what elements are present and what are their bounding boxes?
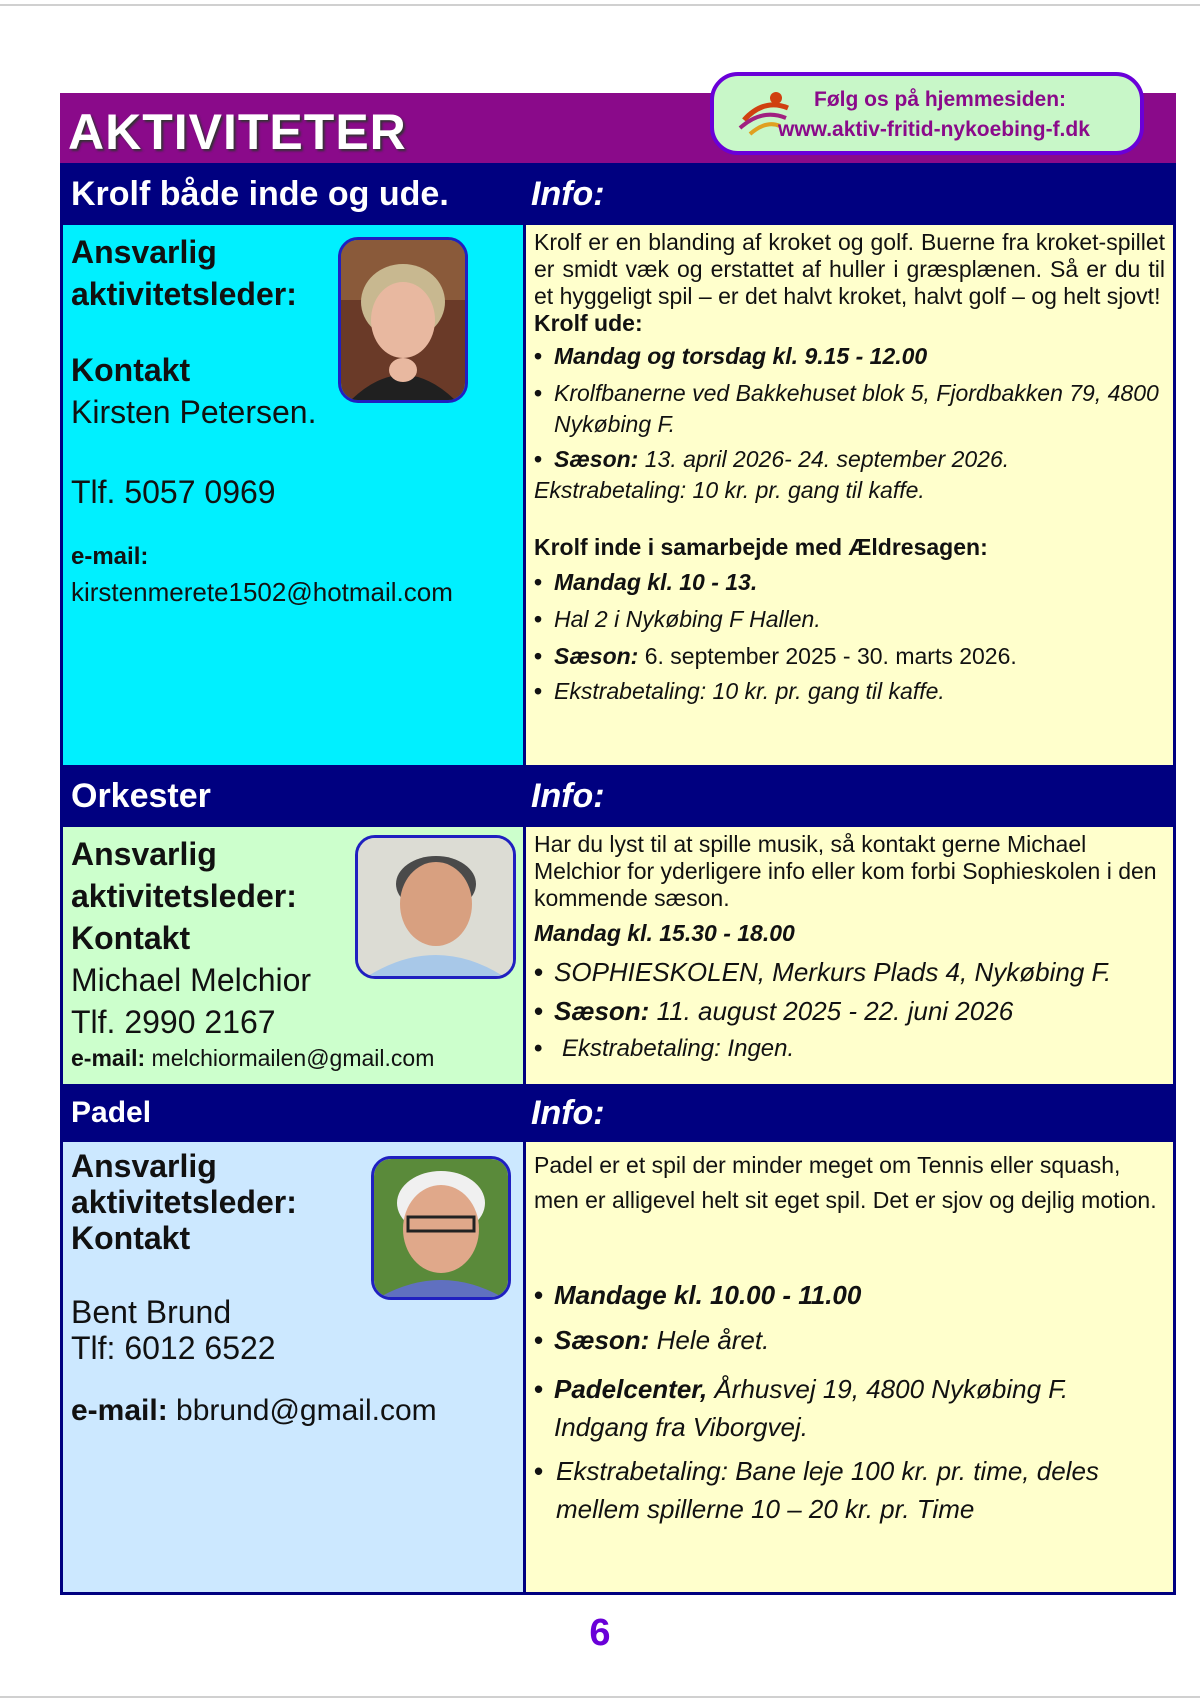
list-item: • Mandag og torsdag kl. 9.15 - 12.00 <box>534 343 928 369</box>
email-label: e-mail: <box>71 1045 146 1071</box>
contact-label: Kontakt <box>71 352 191 388</box>
section-title: Padel <box>71 1096 152 1129</box>
contact-email[interactable]: bbrund@gmail.com <box>176 1394 437 1427</box>
info-heading: Info: <box>531 1093 605 1132</box>
activities-page <box>60 88 1176 1595</box>
outdoor-heading: Krolf ude: <box>534 310 643 336</box>
list-item: • Ekstrabetaling: Ingen. <box>534 1035 795 1062</box>
info-panel <box>523 827 1173 1084</box>
portrait-icon <box>358 838 513 976</box>
contact-phone: Tlf: 6012 6522 <box>71 1330 276 1366</box>
section-title: Krolf både inde og ude. <box>71 174 449 213</box>
follow-us-text: Følg os på hjemmesiden: <box>814 88 1067 111</box>
activities-table <box>60 163 1176 1595</box>
list-item: • Sæson: 11. august 2025 - 22. juni 2026 <box>534 996 1014 1026</box>
contact-panel <box>63 225 523 765</box>
info-panel <box>523 1142 1173 1592</box>
contact-email[interactable]: kirstenmerete1502@hotmail.com <box>71 577 453 607</box>
title-banner <box>60 88 1176 163</box>
page-bottom-border <box>0 1696 1200 1698</box>
leader-label: Ansvarlig aktivitetsleder: <box>71 234 297 312</box>
section-title: Orkester <box>71 776 211 815</box>
list-item: • Padelcenter, Århusvej 19, 4800 Nykøbing F. Indgang fra Viborgvej. <box>534 1374 1069 1442</box>
contact-panel <box>63 1142 523 1592</box>
contact-name: Bent Brund <box>71 1294 232 1330</box>
email-line <box>71 1045 515 1072</box>
info-heading: Info: <box>531 174 605 213</box>
indoor-heading: Krolf inde i samarbejde med Ældresagen: <box>534 534 988 560</box>
section-body-padel <box>63 1142 1173 1592</box>
email-label: e-mail: <box>71 1394 168 1427</box>
list-item: • Sæson: 13. april 2026- 24. september 2026. <box>534 446 1010 472</box>
leader-photo <box>338 237 468 403</box>
portrait-icon <box>341 240 465 400</box>
list-item: • Mandag kl. 10 - 13. <box>534 569 758 595</box>
list-item: • Ekstrabetaling: Bane leje 100 kr. pr. time, deles mellem spillerne 10 – 20 kr. pr. Time <box>534 1456 1099 1524</box>
email-line <box>71 1394 515 1428</box>
extra-payment: Ekstrabetaling: 10 kr. pr. gang til kaffe. <box>534 477 925 503</box>
section-header-orkester <box>63 765 1173 827</box>
info-panel <box>523 225 1173 765</box>
list-item: • Sæson: Hele året. <box>534 1325 770 1355</box>
contact-email[interactable]: melchiormailen@gmail.com <box>151 1045 435 1071</box>
section-body-krolf <box>63 225 1173 765</box>
section-body-orkester <box>63 827 1173 1084</box>
info-heading: Info: <box>531 776 605 815</box>
contact-name: Kirsten Petersen. <box>71 394 317 430</box>
schedule-time: Mandag kl. 15.30 - 18.00 <box>534 920 795 946</box>
contact-phone: Tlf. 2990 2167 <box>71 1004 276 1040</box>
contact-label: Kontakt <box>71 920 191 956</box>
list-item: • Ekstrabetaling: 10 kr. pr. gang til kaffe. <box>534 678 945 704</box>
leader-photo <box>371 1156 511 1300</box>
contact-phone: Tlf. 5057 0969 <box>71 474 276 510</box>
contact-name: Michael Melchior <box>71 962 312 998</box>
portrait-icon <box>374 1159 508 1297</box>
list-item: • Hal 2 i Nykøbing F Hallen. <box>534 606 821 632</box>
list-item: • Mandage kl. 10.00 - 11.00 <box>534 1280 862 1310</box>
website-link[interactable]: www.aktiv-fritid-nykoebing-f.dk <box>778 118 1090 141</box>
website-callout <box>710 72 1144 155</box>
section-header-padel <box>63 1084 1173 1142</box>
list-item: • Krolfbanerne ved Bakkehuset blok 5, Fjordbakken 79, 4800 Nykøbing F. <box>534 380 1159 437</box>
page-number: 6 <box>589 1612 611 1654</box>
contact-label: Kontakt <box>71 1220 191 1256</box>
intro-text: Krolf er en blanding af kroket og golf. Buerne fra kroket-spillet er smidt væk og erstattet af huller i græsplænen. Så er du til et hyggeligt spil – er det halvt kroket, halvt golf – og helt sjovt! <box>534 229 1165 309</box>
intro-text: Padel er et spil der minder meget om Tennis eller squash, men er alligevel helt sit eget spil. Det er sjov og dejlig motion. <box>534 1152 1157 1213</box>
email-label: e-mail: <box>71 543 149 570</box>
leader-photo <box>355 835 516 979</box>
section-header-krolf <box>63 163 1173 225</box>
intro-text: Har du lyst til at spille musik, så kontakt gerne Michael Melchior for yderligere info eller kom forbi Sophieskolen i den kommende sæson. <box>534 831 1157 911</box>
contact-panel <box>63 827 523 1084</box>
leader-label: Ansvarlig aktivitetsleder: <box>71 1148 297 1220</box>
list-item: • SOPHIESKOLEN, Merkurs Plads 4, Nykøbing F. <box>534 957 1112 987</box>
list-item: • Sæson: 6. september 2025 - 30. marts 2026. <box>534 643 1017 669</box>
leader-label: Ansvarlig aktivitetsleder: <box>71 836 297 914</box>
page-title: AKTIVITETER <box>68 104 407 160</box>
page-top-border <box>0 4 1200 6</box>
